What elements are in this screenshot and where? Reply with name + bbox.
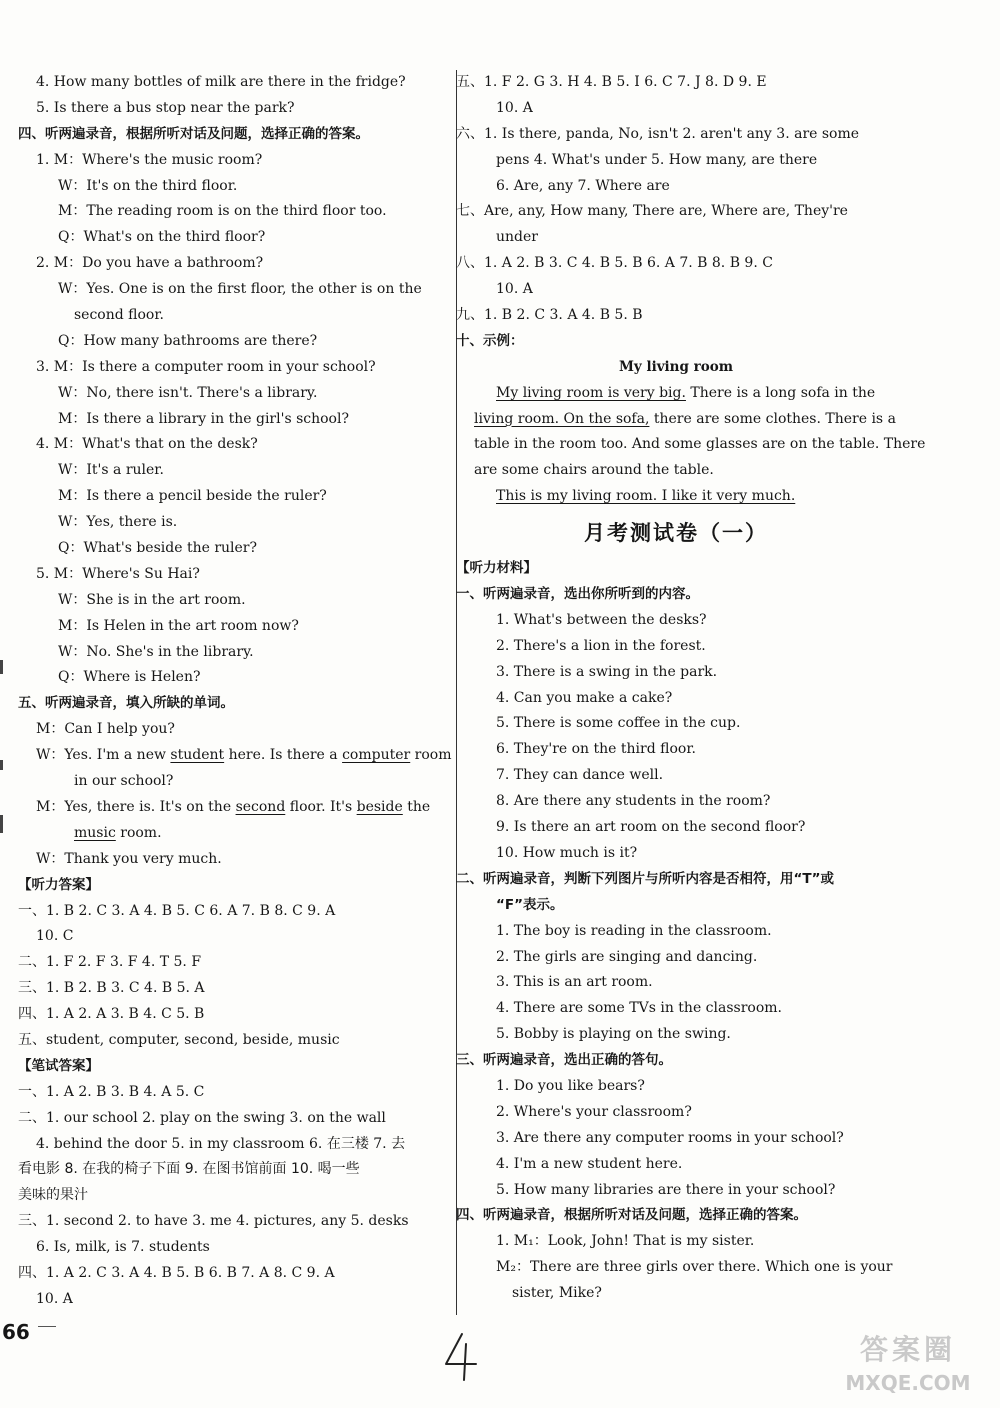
- text-run: room.: [115, 824, 162, 841]
- dialogue-line: W：Yes, there is.: [58, 514, 178, 531]
- dialogue-line: Q：How many bathrooms are there?: [58, 332, 318, 349]
- script-line: 1. Do you like bears?: [496, 1077, 645, 1094]
- section-heading: 五、听两遍录音，填入所缺的单词。: [18, 695, 234, 712]
- script-line: 9. Is there an art room on the second floor?: [496, 819, 806, 836]
- essay-sentence: This is my living room. I like it very much.: [496, 488, 796, 505]
- dialogue-line: [18, 743, 452, 769]
- script-line: 1. The boy is reading in the classroom.: [496, 922, 772, 939]
- dialogue-line: 1. M：Where's the music room?: [36, 151, 263, 168]
- answer-line: 6. Are, any 7. Where are: [496, 177, 670, 194]
- right-column: [456, 70, 926, 1307]
- answer-line: 二、1. our school 2. play on the swing 3. on the wall: [18, 1109, 386, 1126]
- essay-line: are some chairs around the table.: [474, 462, 714, 479]
- script-line: 3. There is a swing in the park.: [496, 663, 718, 680]
- dialogue-line: M：The reading room is on the third floor too.: [58, 203, 387, 220]
- answer-line: 五、1. F 2. G 3. H 4. B 5. I 6. C 7. J 8. D 9. E: [456, 74, 767, 90]
- script-line: 4. There are some TVs in the classroom.: [496, 1000, 782, 1017]
- script-line: M₂：There are three girls over there. Which one is your: [496, 1259, 893, 1276]
- answer-line: 八、1. A 2. B 3. C 4. B 5. B 6. A 7. B 8. B 9. C: [456, 255, 773, 272]
- section-heading: 四、听两遍录音，根据所听对话及问题，选择正确的答案。: [456, 1207, 807, 1224]
- answer-line: 6. Is, milk, is 7. students: [36, 1239, 210, 1256]
- script-line: 3. Are there any computer rooms in your school?: [496, 1129, 844, 1146]
- answer-line: 10. A: [496, 281, 533, 298]
- filled-word: second: [235, 798, 286, 815]
- watermark-url: MXQE.COM: [845, 1371, 971, 1395]
- answer-heading: 【笔试答案】: [18, 1057, 99, 1074]
- dialogue-line: Q：What's on the third floor?: [58, 229, 266, 246]
- dialogue-line: [18, 821, 446, 847]
- script-line: 3. This is an art room.: [496, 974, 653, 991]
- filled-word: music: [74, 824, 116, 841]
- answer-line: 4. behind the door 5. in my classroom 6. 在三楼 7. 去: [36, 1135, 406, 1152]
- script-line: 10. How much is it?: [496, 844, 638, 861]
- text-run: W：Yes. I'm a new: [36, 747, 171, 764]
- script-line: 1. M₁：Look, John! That is my sister.: [496, 1233, 755, 1250]
- dialogue-line: 4. M：What's that on the desk?: [36, 436, 258, 453]
- essay-line: [456, 381, 896, 407]
- essay-sentence: My living room is very big.: [496, 384, 686, 401]
- answer-line: 一、1. A 2. B 3. B 4. A 5. C: [18, 1083, 205, 1100]
- binding-mark: [0, 660, 3, 674]
- dialogue-line: second floor.: [74, 307, 164, 324]
- text-run: there are some clothes. There is a: [649, 410, 896, 427]
- dialogue-line: W：It's on the third floor.: [58, 177, 238, 194]
- answer-line: 美味的果汁: [18, 1187, 88, 1204]
- dialogue-line: [18, 795, 446, 821]
- left-column: [18, 70, 452, 1313]
- dialogue-line: 5. M：Where's Su Hai?: [36, 565, 200, 582]
- answer-line: 看电影 8. 在我的椅子下面 9. 在图书馆前面 10. 喝一些: [18, 1161, 360, 1178]
- answer-line: 九、1. B 2. C 3. A 4. B 5. B: [456, 307, 643, 324]
- test-title: 月考测试卷（一）: [584, 521, 768, 546]
- text-run: floor. It's: [285, 798, 357, 815]
- dialogue-line: Q：Where is Helen?: [58, 669, 201, 686]
- answer-line: 四、1. A 2. A 3. B 4. C 5. B: [18, 1006, 205, 1023]
- text-run: room: [410, 747, 452, 764]
- binding-mark: [0, 815, 3, 833]
- question-line: 5. Is there a bus stop near the park?: [36, 99, 295, 116]
- dialogue-line: 3. M：Is there a computer room in your school?: [36, 358, 376, 375]
- question-line: 4. How many bottles of milk are there in the fridge?: [36, 74, 406, 90]
- essay-line: [456, 484, 896, 510]
- section-heading: 一、听两遍录音，选出你所听到的内容。: [456, 586, 699, 603]
- essay-title: My living room: [618, 358, 734, 375]
- script-line: 4. I'm a new student here.: [496, 1155, 683, 1172]
- dialogue-line: 2. M：Do you have a bathroom?: [36, 255, 264, 272]
- answer-line: 二、1. F 2. F 3. F 4. T 5. F: [18, 954, 202, 971]
- section-heading: 四、听两遍录音，根据所听对话及问题，选择正确的答案。: [18, 125, 369, 142]
- script-line: 8. Are there any students in the room?: [496, 793, 771, 810]
- essay-line: table in the room too. And some glasses are on the table. There: [474, 436, 926, 453]
- answer-line: 七、Are, any, How many, There are, Where are, They're: [456, 203, 848, 220]
- dialogue-line: W：No. She's in the library.: [58, 643, 254, 660]
- page-number-dash: [38, 1326, 56, 1327]
- dialogue-line: W：No, there isn't. There's a library.: [58, 384, 318, 401]
- section-heading: “F”表示。: [496, 896, 564, 913]
- answer-line: 10. C: [36, 928, 74, 945]
- section-heading: 二、听两遍录音，判断下列图片与所听内容是否相符，用“T”或: [456, 870, 834, 887]
- watermark-text: 答案圈: [859, 1333, 956, 1366]
- dialogue-line: W：She is in the art room.: [58, 591, 246, 608]
- script-line: sister, Mike?: [512, 1285, 602, 1302]
- answer-line: 六、1. Is there, panda, No, isn't 2. aren't any 3. are some: [456, 125, 860, 142]
- answer-line: pens 4. What's under 5. How many, are there: [496, 151, 818, 168]
- script-line: 5. Bobby is playing on the swing.: [496, 1026, 731, 1043]
- script-line: 7. They can dance well.: [496, 767, 664, 784]
- text-run: the: [402, 798, 431, 815]
- script-line: 4. Can you make a cake?: [496, 689, 673, 706]
- dialogue-line: Q：What's beside the ruler?: [58, 540, 257, 557]
- dialogue-line: M：Is there a library in the girl's school?: [58, 410, 349, 427]
- text-run: There is a long sofa in the: [685, 384, 876, 401]
- script-line: 6. They're on the third floor.: [496, 741, 696, 758]
- watermark-logo: [818, 1330, 998, 1406]
- dialogue-line: W：It's a ruler.: [58, 462, 164, 479]
- text-run: M：Yes, there is. It's on the: [36, 798, 236, 815]
- script-line: 5. There is some coffee in the cup.: [496, 715, 741, 732]
- script-line: 5. How many libraries are there in your school?: [496, 1181, 836, 1198]
- filled-word: beside: [356, 798, 403, 815]
- page-number: 66: [2, 1320, 30, 1344]
- text-run: here. Is there a: [224, 747, 343, 764]
- answer-heading: 【听力答案】: [18, 876, 99, 893]
- dialogue-line: W：Yes. One is on the first floor, the other is on the: [58, 281, 422, 298]
- section-heading: 三、听两遍录音，选出正确的答句。: [456, 1052, 672, 1069]
- answer-line: 三、1. B 2. B 3. C 4. B 5. A: [18, 980, 205, 997]
- binding-mark: [0, 760, 3, 770]
- answer-line: 10. A: [36, 1290, 73, 1307]
- answer-line: under: [496, 229, 538, 246]
- dialogue-line: M：Is Helen in the art room now?: [58, 617, 299, 634]
- dialogue-line: M：Is there a pencil beside the ruler?: [58, 488, 327, 505]
- script-line: 1. What's between the desks?: [496, 611, 707, 628]
- essay-line: [456, 407, 896, 433]
- dialogue-line: W：Thank you very much.: [36, 850, 222, 867]
- dialogue-line: M：Can I help you?: [36, 721, 175, 738]
- answer-line: 五、student, computer, second, beside, music: [18, 1031, 340, 1048]
- material-heading: 【听力材料】: [456, 560, 537, 577]
- script-line: 2. Where's your classroom?: [496, 1103, 692, 1120]
- answer-line: 一、1. B 2. C 3. A 4. B 5. C 6. A 7. B 8. C 9. A: [18, 902, 336, 919]
- answer-line: 10. A: [496, 99, 533, 116]
- dialogue-line: in our school?: [74, 773, 174, 790]
- filled-word: student: [170, 747, 225, 764]
- script-line: 2. There's a lion in the forest.: [496, 637, 706, 654]
- essay-sentence: living room. On the sofa,: [474, 410, 650, 427]
- handwritten-number: [440, 1332, 480, 1382]
- script-line: 2. The girls are singing and dancing.: [496, 948, 758, 965]
- filled-word: computer: [342, 747, 411, 764]
- answer-line: 十、示例：: [456, 332, 524, 349]
- answer-line: 三、1. second 2. to have 3. me 4. pictures, any 5. desks: [18, 1213, 409, 1230]
- answer-line: 四、1. A 2. C 3. A 4. B 5. B 6. B 7. A 8. C 9. A: [18, 1264, 335, 1281]
